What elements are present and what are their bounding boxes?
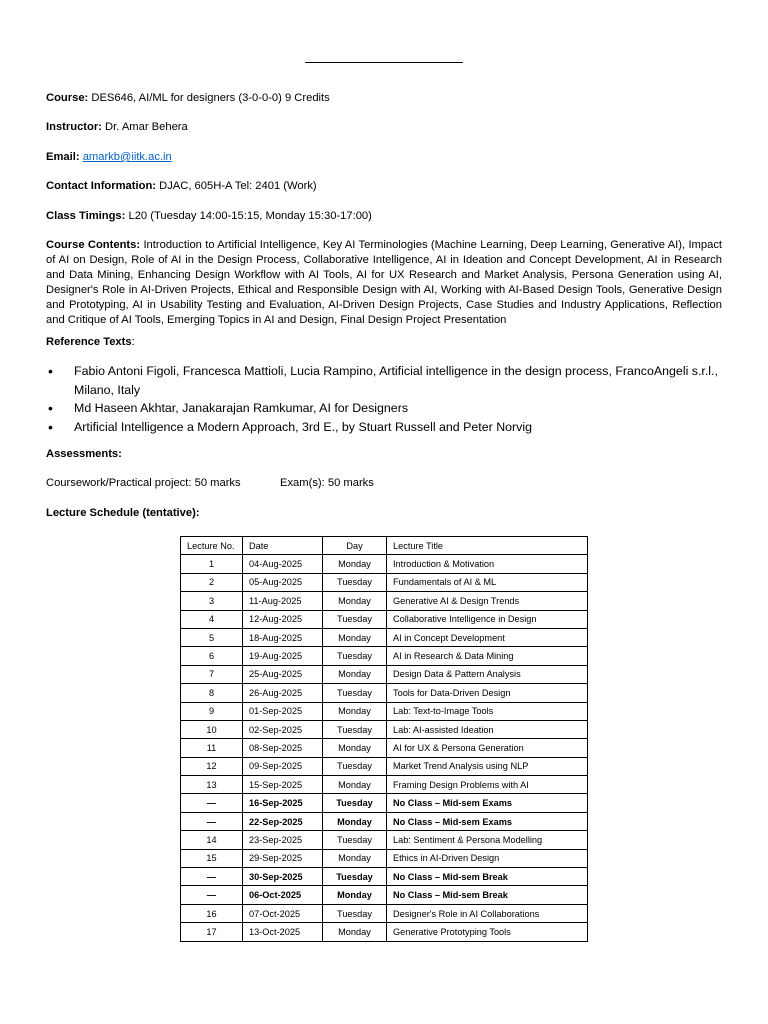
reference-heading: Reference Texts: xyxy=(46,336,135,348)
timings-value: L20 (Tuesday 14:00-15:15, Monday 15:30-17:00) xyxy=(128,210,372,222)
cell-date: 19-Aug-2025 xyxy=(243,647,323,665)
cell-lecture-title: Introduction & Motivation xyxy=(387,555,588,573)
cell-day: Tuesday xyxy=(323,757,387,775)
cell-day: Monday xyxy=(323,665,387,683)
cell-lecture-title: Fundamentals of AI & ML xyxy=(387,573,588,591)
schedule-heading xyxy=(46,506,722,521)
cell-day: Tuesday xyxy=(323,904,387,922)
cell-lecture-no: — xyxy=(181,794,243,812)
cell-day: Monday xyxy=(323,812,387,830)
table-row xyxy=(181,592,588,610)
cell-date: 23-Sep-2025 xyxy=(243,831,323,849)
cell-date: 15-Sep-2025 xyxy=(243,776,323,794)
cell-lecture-title: Design Data & Pattern Analysis xyxy=(387,665,588,683)
cell-lecture-no: 15 xyxy=(181,849,243,867)
cell-lecture-no: 8 xyxy=(181,684,243,702)
email-link[interactable]: amarkb@iitk.ac.in xyxy=(82,151,172,163)
timings-label: Class Timings: xyxy=(46,210,126,222)
cell-day: Tuesday xyxy=(323,868,387,886)
course-contents xyxy=(46,238,722,328)
cell-lecture-title: No Class – Mid-sem Exams xyxy=(387,812,588,830)
cell-lecture-no: — xyxy=(181,886,243,904)
instructor-value: Dr. Amar Behera xyxy=(105,121,188,133)
cell-date: 08-Sep-2025 xyxy=(243,739,323,757)
cell-date: 25-Aug-2025 xyxy=(243,665,323,683)
cell-lecture-title: No Class – Mid-sem Break xyxy=(387,868,588,886)
cell-lecture-title: Lab: AI-assisted Ideation xyxy=(387,720,588,738)
email-label: Email: xyxy=(46,151,80,163)
cell-date: 04-Aug-2025 xyxy=(243,555,323,573)
table-row xyxy=(181,647,588,665)
table-row xyxy=(181,849,588,867)
cell-lecture-title: Generative AI & Design Trends xyxy=(387,592,588,610)
cell-date: 22-Sep-2025 xyxy=(243,812,323,830)
cell-date: 09-Sep-2025 xyxy=(243,757,323,775)
header-rule xyxy=(305,62,463,63)
table-row xyxy=(181,757,588,775)
cell-day: Monday xyxy=(323,776,387,794)
cell-day: Tuesday xyxy=(323,794,387,812)
table-row xyxy=(181,831,588,849)
table-row xyxy=(181,868,588,886)
list-item: • Fabio Antoni Figoli, Francesca Mattioli, Lucia Rampino, Artificial intelligence in the design process, FrancoAngeli s.r.l., Milano, Italy xyxy=(46,362,726,399)
contact-value: DJAC, 605H-A Tel: 2401 (Work) xyxy=(159,180,317,192)
cell-lecture-no: 16 xyxy=(181,904,243,922)
cell-lecture-no: 7 xyxy=(181,665,243,683)
cell-lecture-no: 10 xyxy=(181,720,243,738)
cell-lecture-title: No Class – Mid-sem Break xyxy=(387,886,588,904)
assessments-line xyxy=(46,476,722,491)
table-row xyxy=(181,684,588,702)
cell-lecture-no: — xyxy=(181,868,243,886)
lecture-schedule-table xyxy=(180,536,588,942)
cell-date: 05-Aug-2025 xyxy=(243,573,323,591)
cell-date: 07-Oct-2025 xyxy=(243,904,323,922)
assessments-label: Assessments: xyxy=(46,448,122,460)
cell-date: 12-Aug-2025 xyxy=(243,610,323,628)
table-row xyxy=(181,720,588,738)
cell-lecture-title: AI for UX & Persona Generation xyxy=(387,739,588,757)
header-date: Date xyxy=(243,537,323,555)
table-row xyxy=(181,812,588,830)
header-day: Day xyxy=(323,537,387,555)
cell-date: 30-Sep-2025 xyxy=(243,868,323,886)
course-label: Course: xyxy=(46,92,89,104)
reference-list xyxy=(46,362,726,436)
course-line xyxy=(46,91,722,106)
cell-date: 16-Sep-2025 xyxy=(243,794,323,812)
cell-lecture-no: 13 xyxy=(181,776,243,794)
cell-day: Monday xyxy=(323,923,387,941)
exam-marks: Exam(s): 50 marks xyxy=(280,477,374,489)
table-row xyxy=(181,886,588,904)
instructor-line xyxy=(46,120,722,135)
table-row xyxy=(181,665,588,683)
contents-label: Course Contents: xyxy=(46,239,141,251)
instructor-label: Instructor: xyxy=(46,121,102,133)
email-line xyxy=(46,150,722,165)
cell-lecture-title: Market Trend Analysis using NLP xyxy=(387,757,588,775)
cell-lecture-title: No Class – Mid-sem Exams xyxy=(387,794,588,812)
header-lecture-title: Lecture Title xyxy=(387,537,588,555)
cell-lecture-title: Generative Prototyping Tools xyxy=(387,923,588,941)
cell-lecture-no: 14 xyxy=(181,831,243,849)
cell-lecture-no: 12 xyxy=(181,757,243,775)
cell-day: Tuesday xyxy=(323,720,387,738)
cell-day: Tuesday xyxy=(323,610,387,628)
cell-lecture-no: — xyxy=(181,812,243,830)
cell-lecture-no: 11 xyxy=(181,739,243,757)
table-row xyxy=(181,923,588,941)
contents-value: Introduction to Artificial Intelligence, Key AI Terminologies (Machine Learning, Deep Learning, Generative AI), Impact of AI on Design, Role of AI in the Design Process, Collaborative Intelligence, AI in Ideation and Concept Development, AI in Research and Data Mining, Enhancing Design Workflow with AI Tools, AI for UX Research and Market Analysis, Persona Generation using AI, Designer's Role in AI-Driven Projects, Ethical and Responsible Design with AI, Working with AI-Based Design Tools, Generative Design and Prototyping, AI in Usability Testing and Evaluation, AI-Driven Design Projects, Case Studies and Industry Applications, Reflection and Critique of AI Tools, Emerging Topics in AI and Design, Final Design Project Presentation xyxy=(46,239,723,326)
cell-day: Monday xyxy=(323,886,387,904)
cell-day: Tuesday xyxy=(323,647,387,665)
cell-day: Monday xyxy=(323,739,387,757)
cell-lecture-title: Designer's Role in AI Collaborations xyxy=(387,904,588,922)
cell-lecture-title: Collaborative Intelligence in Design xyxy=(387,610,588,628)
timings-line xyxy=(46,209,722,224)
cell-day: Tuesday xyxy=(323,573,387,591)
cell-date: 02-Sep-2025 xyxy=(243,720,323,738)
cell-lecture-title: Tools for Data-Driven Design xyxy=(387,684,588,702)
cell-day: Monday xyxy=(323,628,387,646)
cell-lecture-no: 9 xyxy=(181,702,243,720)
table-row xyxy=(181,739,588,757)
table-row xyxy=(181,794,588,812)
cell-date: 18-Aug-2025 xyxy=(243,628,323,646)
contact-line xyxy=(46,179,722,194)
list-item: • Artificial Intelligence a Modern Approach, 3rd E., by Stuart Russell and Peter Norvig xyxy=(46,418,726,437)
table-row xyxy=(181,776,588,794)
cell-date: 06-Oct-2025 xyxy=(243,886,323,904)
cell-lecture-title: Lab: Sentiment & Persona Modelling xyxy=(387,831,588,849)
cell-day: Monday xyxy=(323,702,387,720)
table-row xyxy=(181,555,588,573)
cell-lecture-no: 3 xyxy=(181,592,243,610)
cell-day: Tuesday xyxy=(323,831,387,849)
cell-lecture-title: Lab: Text-to-Image Tools xyxy=(387,702,588,720)
schedule-label: Lecture Schedule (tentative): xyxy=(46,507,200,519)
table-row xyxy=(181,702,588,720)
table-row xyxy=(181,904,588,922)
table-row xyxy=(181,573,588,591)
cell-lecture-title: Ethics in AI-Driven Design xyxy=(387,849,588,867)
cell-lecture-title: AI in Research & Data Mining xyxy=(387,647,588,665)
cell-date: 26-Aug-2025 xyxy=(243,684,323,702)
cell-date: 13-Oct-2025 xyxy=(243,923,323,941)
header-lecture-no: Lecture No. xyxy=(181,537,243,555)
cell-lecture-no: 1 xyxy=(181,555,243,573)
reference-label: Reference Texts xyxy=(46,336,132,348)
table-row xyxy=(181,610,588,628)
cell-day: Monday xyxy=(323,849,387,867)
cell-lecture-title: AI in Concept Development xyxy=(387,628,588,646)
course-value: DES646, AI/ML for designers (3-0-0-0) 9 Credits xyxy=(91,92,330,104)
cell-lecture-no: 5 xyxy=(181,628,243,646)
list-item: • Md Haseen Akhtar, Janakarajan Ramkumar, AI for Designers xyxy=(46,399,726,418)
coursework-marks: Coursework/Practical project: 50 marks xyxy=(46,477,241,489)
cell-date: 11-Aug-2025 xyxy=(243,592,323,610)
cell-lecture-no: 4 xyxy=(181,610,243,628)
cell-day: Monday xyxy=(323,555,387,573)
cell-day: Tuesday xyxy=(323,684,387,702)
cell-day: Monday xyxy=(323,592,387,610)
table-header-row xyxy=(181,537,588,555)
cell-lecture-no: 17 xyxy=(181,923,243,941)
table-row xyxy=(181,628,588,646)
contact-label: Contact Information: xyxy=(46,180,157,192)
assessments-heading xyxy=(46,447,722,462)
cell-lecture-no: 2 xyxy=(181,573,243,591)
cell-date: 29-Sep-2025 xyxy=(243,849,323,867)
cell-lecture-no: 6 xyxy=(181,647,243,665)
cell-date: 01-Sep-2025 xyxy=(243,702,323,720)
cell-lecture-title: Framing Design Problems with AI xyxy=(387,776,588,794)
